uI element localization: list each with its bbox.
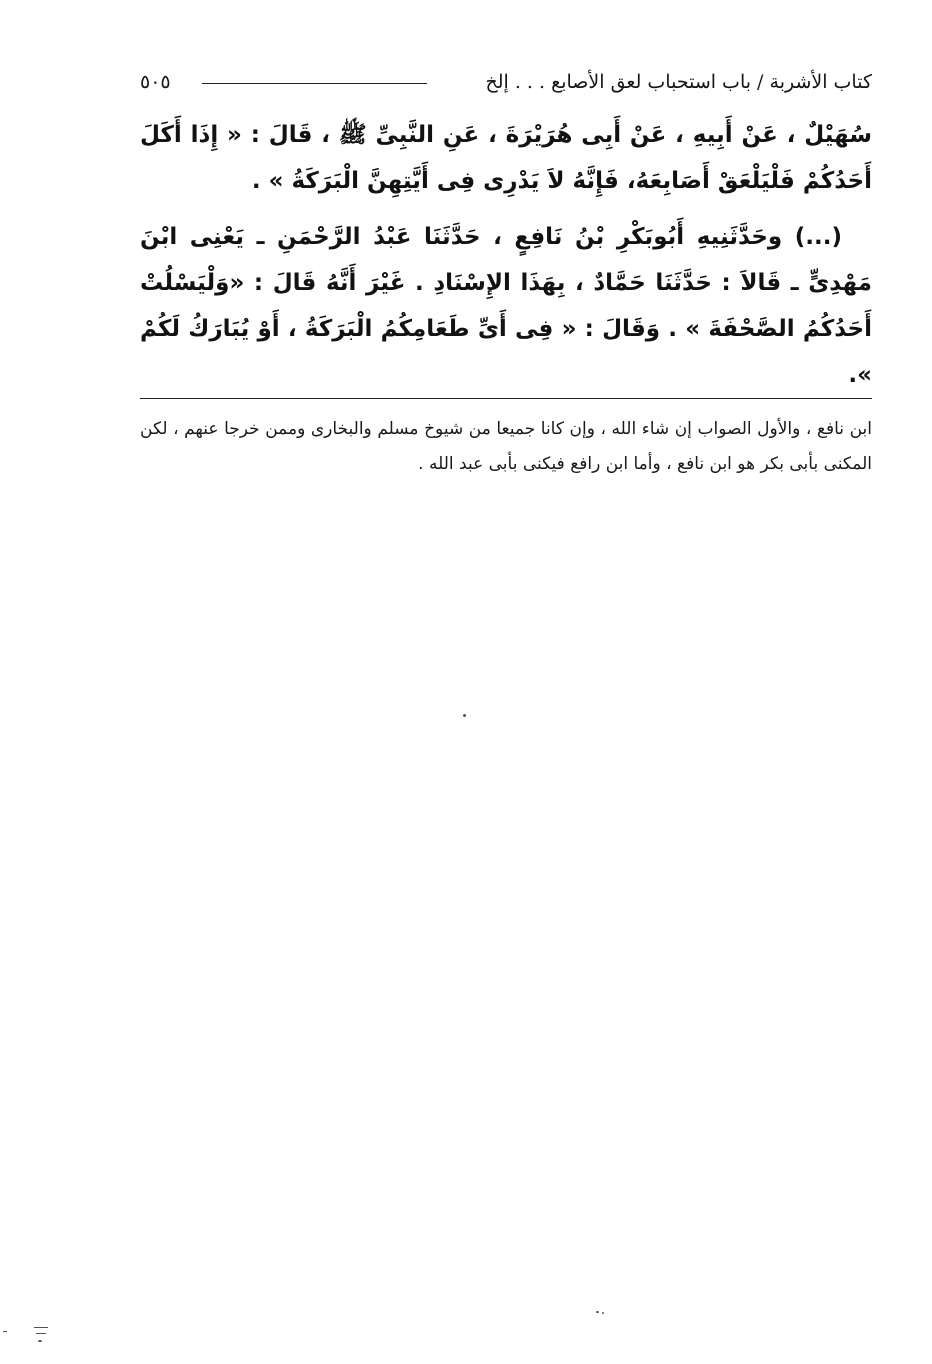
scan-speck [596,1311,599,1313]
hadith-text [140,112,872,398]
scan-speck [36,1333,46,1334]
scan-speck [34,1327,48,1328]
scan-speck [463,714,466,717]
hadith-paragraph: (...) وحَدَّثَنِيهِ أَبُوبَكْرِ بْنُ نَافِعٍ ، حَدَّثَنَا عَبْدُ الرَّحْمَنِ ـ يَعْنِى ابْنَ مَهْدِىٍّ ـ قَالاَ : حَدَّثَنَا حَمَّادٌ ، بِهَذَا الإِسْنَادِ . غَيْرَ أَنَّهُ قَالَ : «وَلْيَسْلُتْ أَحَدُكُمُ الصَّحْفَةَ » . وَقَالَ : « فِى أَىِّ طَعَامِكُمُ الْبَرَكَةُ ، أَوْ يُبَارَكُ لَكُمْ ». [140,224,872,388]
scan-speck [3,1331,7,1332]
scan-speck [38,1340,42,1342]
running-header [140,66,872,102]
scan-speck [602,1312,604,1314]
footnote-separator [140,398,872,399]
footnote-text: ابن نافع ، والأول الصواب إن شاء الله ، وإن كانا جميعا من شيوخ مسلم والبخارى وممن خرجا عنهم ، لكن المكنى بأبى بكر هو ابن نافع ، وأما ابن رافع فيكنى بأبى عبد الله . [140,419,872,474]
page-number: ٥٠٥ [140,71,171,93]
chapter-title: كتاب الأشربة / باب استحباب لعق الأصابع . . . إلخ [485,71,872,93]
footnote [140,412,872,482]
hadith-paragraph: سُهَيْلٌ ، عَنْ أَبِيهِ ، عَنْ أَبِى هُرَيْرَةَ ، عَنِ النَّبِىِّ ﷺ ، قَالَ : « إِذَا أَكَلَ أَحَدُكُمْ فَلْيَلْعَقْ أَصَابِعَهُ، فَإِنَّهُ لاَ يَدْرِى فِى أَيَّتِهِنَّ الْبَرَكَةُ » . [140,122,872,194]
header-rule [202,83,427,84]
